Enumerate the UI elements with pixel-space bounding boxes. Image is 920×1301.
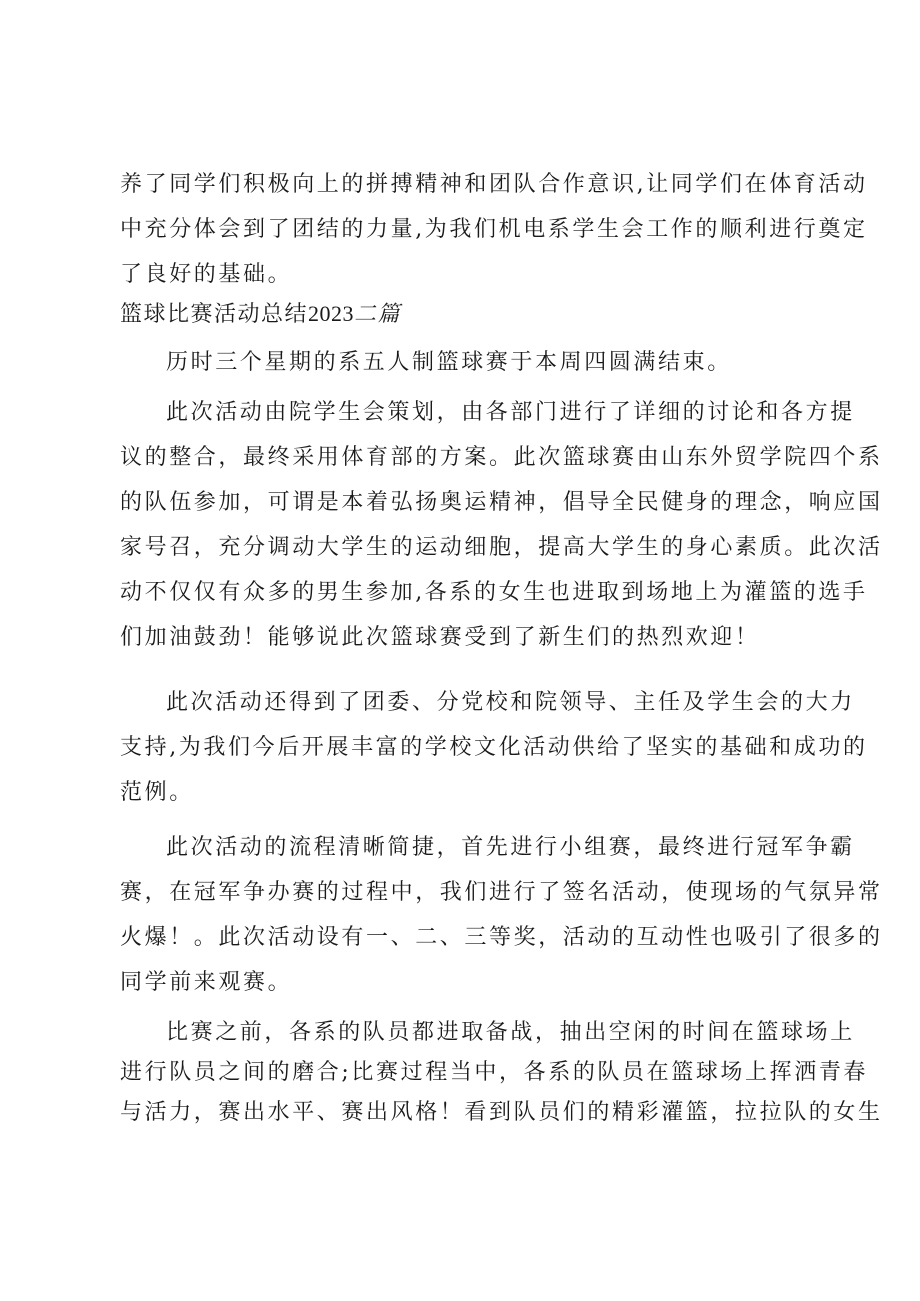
text-line: 支持,为我们今后开展丰富的学校文化活动供给了坚实的基础和成功的 [120, 735, 868, 760]
text-line: 范例。 [120, 780, 194, 805]
text-line: 了良好的基础。 [120, 262, 293, 287]
text-line: 与活力，赛出水平、赛出风格！看到队员们的精彩灌篮，拉拉队的女生 [120, 1100, 883, 1125]
paragraph-3 [120, 680, 868, 815]
text-line: 中充分体会到了团结的力量,为我们机电系学生会工作的顺利进行奠定 [120, 217, 868, 242]
text-line: 养了同学们积极向上的拼搏精神和团队合作意识,让同学们在体育活动 [120, 172, 868, 197]
text-line: 火爆！。此次活动设有一、二、三等奖，活动的互动性也吸引了很多的 [120, 925, 883, 950]
text-line: 的队伍参加，可谓是本着弘扬奥运精神，倡导全民健身的理念，响应国 [120, 490, 883, 515]
text-line: 比赛之前，各系的队员都进取备战，抽出空闲的时间在篮球场上 [166, 1020, 855, 1045]
text-line: 历时三个星期的系五人制篮球赛于本周四圆满结束。 [166, 350, 732, 375]
section-heading [120, 296, 401, 333]
heading-prefix: 篮球比赛活动总结 [120, 302, 309, 327]
text-line: 家号召，充分调动大学生的运动细胞，提高大学生的身心素质。此次活 [120, 535, 883, 560]
text-line: 进行队员之间的磨合;比赛过程当中，各系的队员在篮球场上挥洒青春 [120, 1060, 869, 1085]
text-line: 此次活动还得到了团委、分党校和院领导、主任及学生会的大力 [166, 690, 855, 715]
intro-paragraph [120, 162, 868, 297]
heading-suffix: 二篇 [354, 302, 402, 327]
text-line: 赛，在冠军争办赛的过程中，我们进行了签名活动，使现场的气氛异常 [120, 880, 883, 905]
text-line: 动不仅仅有众多的男生参加,各系的女生也进取到场地上为灌篮的选手 [120, 580, 868, 605]
text-line: 们加油鼓劲！能够说此次篮球赛受到了新生们的热烈欢迎！ [120, 625, 760, 650]
text-line: 此次活动由院学生会策划，由各部门进行了详细的讨论和各方提 [166, 400, 855, 425]
text-line: 同学前来观赛。 [120, 970, 293, 995]
text-line: 此次活动的流程清晰简捷，首先进行小组赛，最终进行冠军争霸 [166, 835, 855, 860]
paragraph-2 [120, 390, 883, 660]
paragraph-4 [120, 825, 883, 1005]
text-line: 议的整合，最终采用体育部的方案。此次篮球赛由山东外贸学院四个系 [120, 445, 883, 470]
heading-year: 2023 [308, 301, 355, 326]
paragraph-1 [120, 340, 825, 385]
paragraph-5 [120, 1013, 883, 1133]
